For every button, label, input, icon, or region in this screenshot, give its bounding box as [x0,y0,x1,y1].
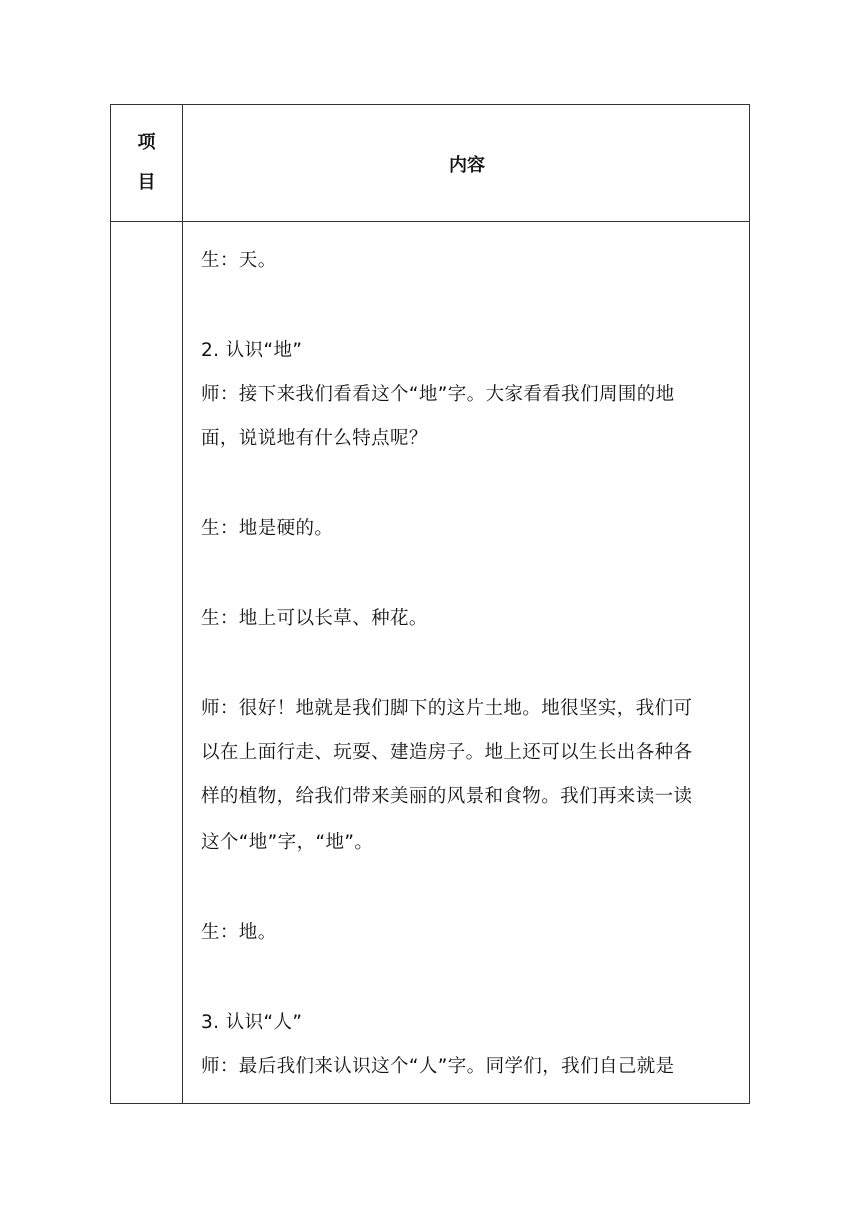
text-line: 生：地。 [201,922,277,943]
column-divider [182,105,183,1103]
header-project-label-2: 目 [137,172,156,193]
text-line: 生：天。 [201,250,277,271]
header-project-label-1: 项 [137,132,156,153]
text-line: 以在上面行走、玩耍、建造房子。地上还可以生长出各种各 [201,742,693,763]
text-line: 师：最后我们来认识这个“人”字。同学们，我们自己就是 [201,1056,675,1077]
header-content-label: 内容 [449,155,485,176]
header-project-cell [111,105,182,221]
text-line: 面，说说地有什么特点呢？ [201,428,428,449]
text-line: 3. 认识“人” [201,1012,303,1033]
text-line: 这个“地”字，“地”。 [201,832,374,853]
text-line: 2. 认识“地” [201,340,303,361]
text-line: 生：地是硬的。 [201,518,334,539]
text-line: 师：很好！地就是我们脚下的这片土地。地很坚实，我们可 [201,698,693,719]
header-row-divider [111,221,749,222]
text-line: 生：地上可以长草、种花。 [201,608,428,629]
header-content-cell [183,105,751,221]
text-line: 师：接下来我们看看这个“地”字。大家看看我们周围的地 [201,384,675,405]
text-line: 样的植物，给我们带来美丽的风景和食物。我们再来读一读 [201,786,693,807]
